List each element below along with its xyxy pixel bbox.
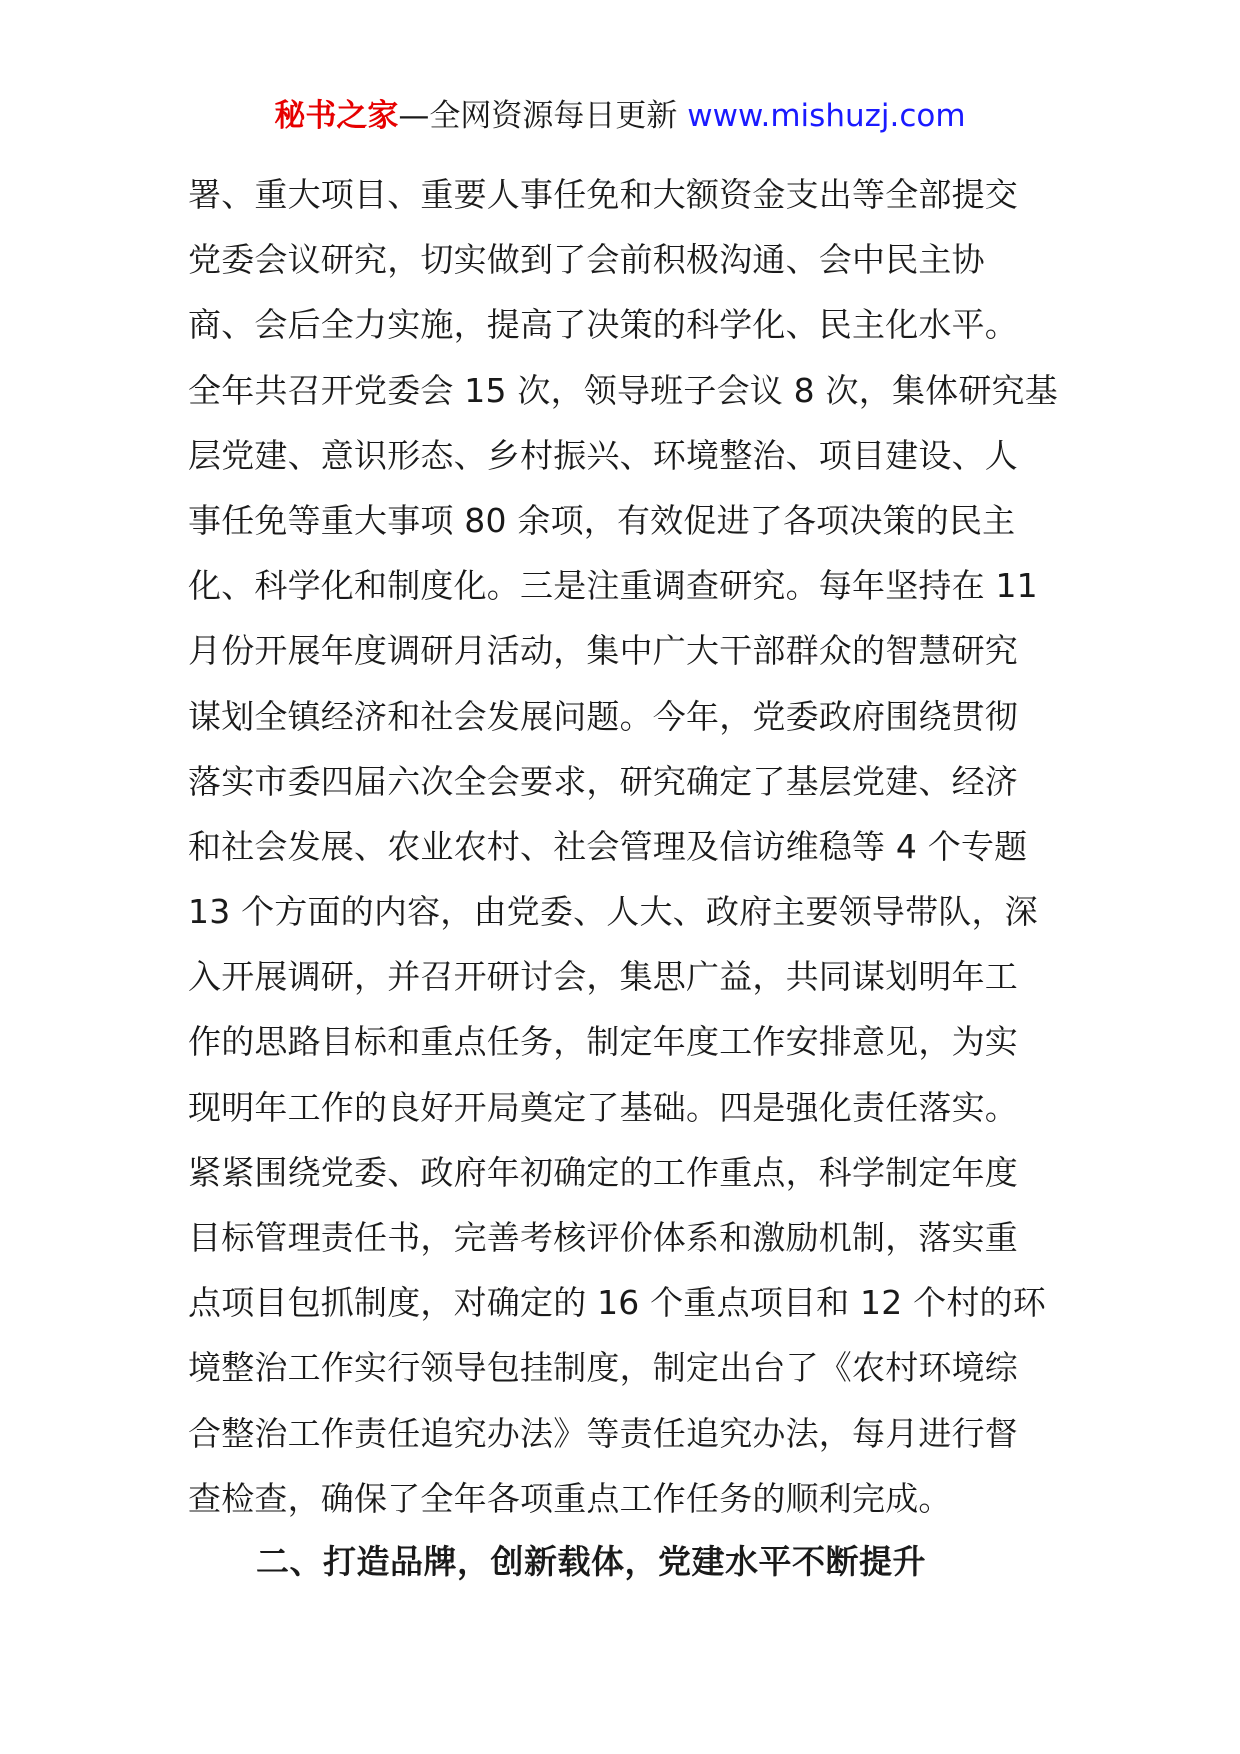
paragraph-line: 谋划全镇经济和社会发展问题。今年，党委政府围绕贯彻 [188,696,1018,736]
paragraph-line: 查检查，确保了全年各项重点工作任务的顺利完成。 [188,1478,952,1518]
paragraph-line: 署、重大项目、重要人事任免和大额资金支出等全部提交 [188,175,1018,214]
paragraph-line: 落实市委四届六次全会要求，研究确定了基层党建、经济 [188,761,1018,801]
paragraph-line: 13 个方面的内容，由党委、人大、政府主要领导带队，深 [188,892,1038,932]
paragraph-line: 点项目包抓制度，对确定的 16 个重点项目和 12 个村的环 [188,1283,1046,1323]
paragraph-line: 入开展调研，并召开研讨会，集思广益，共同谋划明年工 [188,957,1018,997]
paragraph-line: 紧紧围绕党委、政府年初确定的工作重点，科学制定年度 [188,1152,1018,1192]
paragraph-line: 目标管理责任书，完善考核评价体系和激励机制，落实重 [188,1218,1018,1257]
paragraph-line: 月份开展年度调研月活动，集中广大干部群众的智慧研究 [188,631,1018,671]
paragraph-line: 事任免等重大事项 80 余项，有效促进了各项决策的民主 [188,500,1016,540]
paragraph-line: 商、会后全力实施，提高了决策的科学化、民主化水平。 [188,305,1018,345]
paragraph-line: 合整治工作责任追究办法》等责任追究办法，每月进行督 [188,1413,1018,1453]
paragraph-line: 全年共召开党委会 15 次，领导班子会议 8 次，集体研究基 [188,370,1058,410]
site-header [0,96,1240,136]
section-heading: 二、打造品牌，创新载体，党建水平不断提升 [256,1542,926,1581]
paragraph-line: 和社会发展、农业农村、社会管理及信访维稳等 4 个专题 [188,826,1028,866]
header-tagline: —全网资源每日更新 [398,98,678,134]
paragraph-line: 作的思路目标和重点任务，制定年度工作安排意见，为实 [188,1022,1018,1062]
paragraph-line: 现明年工作的良好开局奠定了基础。四是强化责任落实。 [188,1087,1018,1127]
paragraph-line: 境整治工作实行领导包挂制度，制定出台了《农村环境综 [188,1348,1018,1388]
document-body [188,162,1058,1531]
brand-name: 秘书之家 [274,98,399,134]
site-url-link[interactable]: www.mishuzj.com [687,98,966,134]
paragraph-line: 层党建、意识形态、乡村振兴、环境整治、项目建设、人 [188,435,1018,475]
paragraph-line: 党委会议研究，切实做到了会前积极沟通、会中民主协 [188,240,985,280]
paragraph-line: 化、科学化和制度化。三是注重调查研究。每年坚持在 11 [188,566,1038,606]
